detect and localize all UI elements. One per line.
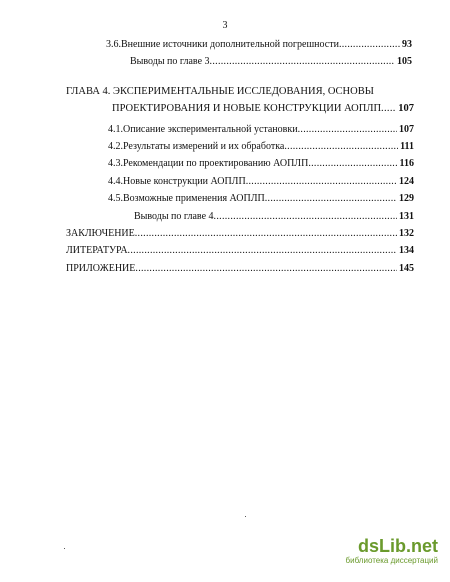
toc-entry (134, 211, 414, 223)
entry-title: Выводы по главе 3 (130, 56, 210, 67)
toc-entry (106, 39, 412, 51)
entry-page: 107 (399, 124, 414, 135)
chapter-page: 107 (398, 103, 414, 114)
dot-leader (128, 245, 397, 257)
dot-leader (298, 124, 397, 136)
section-page: 132 (399, 228, 414, 239)
entry-page: 105 (397, 56, 412, 67)
dot-leader (135, 228, 397, 240)
entry-title: Описание экспериментальной установки (123, 124, 298, 135)
scan-speck (245, 516, 246, 517)
watermark (338, 536, 438, 572)
toc-entry (108, 158, 414, 170)
dot-leader (339, 39, 400, 51)
toc-section (66, 228, 414, 240)
section-title: ПРИЛОЖЕНИЕ (66, 263, 136, 274)
entry-title: Результаты измерений и их обработка (123, 141, 285, 152)
entry-page: 124 (399, 176, 414, 187)
entry-page: 93 (402, 39, 412, 50)
dot-leader (381, 103, 396, 115)
dot-leader (246, 176, 397, 188)
toc-entry (108, 141, 414, 153)
toc-entry (130, 56, 412, 68)
chapter-title: ПРОЕКТИРОВАНИЯ И НОВЫЕ КОНСТРУКЦИИ АОПЛП (112, 103, 382, 114)
toc-section (66, 245, 414, 257)
dot-leader (265, 193, 397, 205)
toc-section (66, 263, 414, 275)
entry-title: Внешние источники дополнительной погрешности (121, 39, 339, 50)
entry-title: Новые конструкции АОПЛП (123, 176, 246, 187)
entry-title: Возможные применения АОПЛП (123, 193, 265, 204)
scan-speck (64, 548, 65, 549)
section-page: 134 (399, 245, 414, 256)
section-page: 145 (399, 263, 414, 274)
dot-leader (210, 56, 395, 68)
watermark-logo: dsLib.net (358, 536, 438, 556)
entry-number: 3.6. (106, 39, 121, 50)
entry-number: 4.5. (108, 193, 123, 204)
section-title: ЛИТЕРАТУРА (66, 245, 128, 256)
entry-page: 129 (399, 193, 414, 204)
entry-number: 4.4. (108, 176, 123, 187)
entry-title: Рекомендации по проектированию АОПЛП (123, 158, 309, 169)
toc-entry (108, 176, 414, 188)
entry-page: 116 (399, 158, 414, 169)
toc-entry (108, 193, 414, 205)
dot-leader (214, 211, 397, 223)
dot-leader (135, 263, 397, 275)
chapter-heading-line1: ГЛАВА 4. ЭКСПЕРИМЕНТАЛЬНЫЕ ИССЛЕДОВАНИЯ, ОСНОВЫ (66, 86, 374, 97)
watermark-subtitle: библиотека диссертаций (345, 556, 438, 565)
entry-page: 111 (400, 141, 414, 152)
entry-number: 4.3. (108, 158, 123, 169)
dot-leader (284, 141, 398, 153)
chapter-heading-line2 (112, 103, 414, 115)
page-number: 3 (222, 20, 228, 31)
toc-entry (108, 124, 414, 136)
entry-number: 4.2. (108, 141, 123, 152)
section-title: ЗАКЛЮЧЕНИЕ (66, 228, 135, 239)
dot-leader (308, 158, 397, 170)
entry-number: 4.1. (108, 124, 123, 135)
entry-title: Выводы по главе 4 (134, 211, 214, 222)
entry-page: 131 (399, 211, 414, 222)
